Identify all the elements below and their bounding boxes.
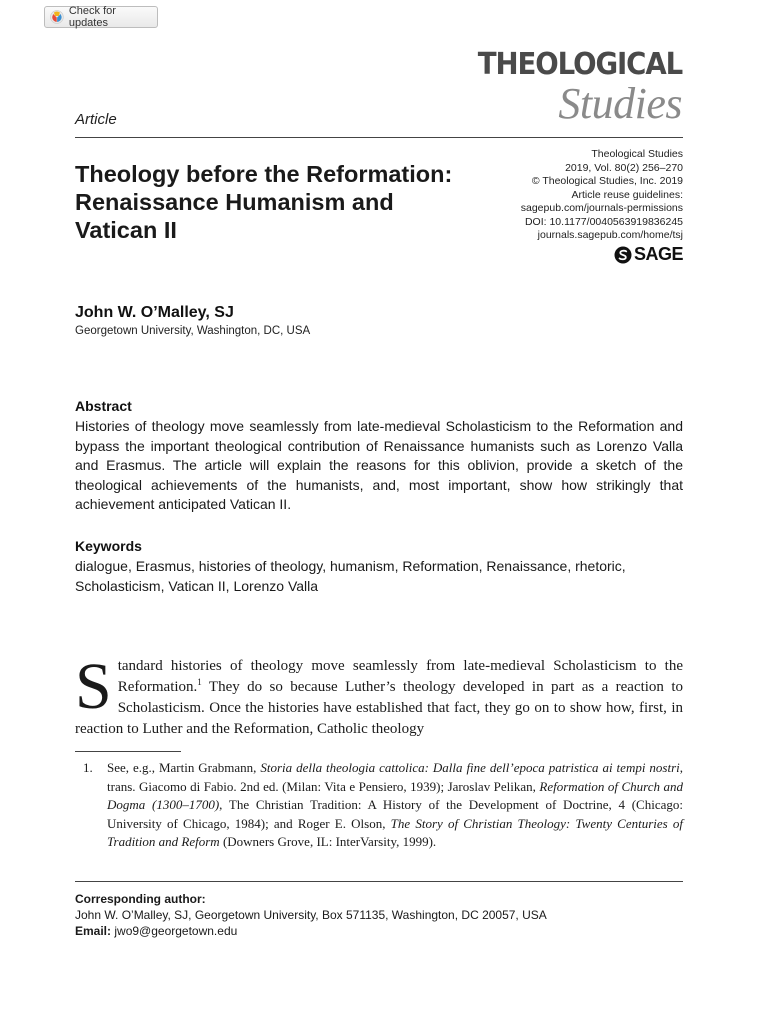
meta-doi[interactable]: DOI: 10.1177/0040563919836245 (524, 215, 683, 228)
journal-logo-line2: Studies (558, 79, 682, 128)
header-rule (75, 137, 683, 138)
body-text-1: tandard histories of theology move seamlessly from late-medieval Scholasticism to the Reformation. (117, 658, 683, 695)
body-paragraph (75, 650, 683, 740)
drop-cap: S (75, 650, 112, 723)
footnote-segment: See, e.g., Martin Grabmann, (107, 760, 261, 775)
author-name: John W. O’Malley, SJ (75, 304, 234, 321)
footnote-rule (75, 751, 181, 752)
correspondence-address: John W. O’Malley, SJ, Georgetown University, Box 571135, Washington, DC 20057, USA (75, 908, 547, 922)
author-affiliation: Georgetown University, Washington, DC, USA (75, 325, 311, 337)
footnote-title: The Story of Christian Theology: Twenty Centuries of Tradition and Reform (107, 815, 684, 850)
meta-journal: Theological Studies (591, 148, 683, 160)
meta-copyright: © Theological Studies, Inc. 2019 (531, 175, 683, 187)
footnote-segment: , trans. Giacomo di Fabio. 2nd ed. (Milan: Vita e Pensiero, 1939); Jaroslav Pelikan, (107, 760, 683, 794)
keywords-heading: Keywords (75, 538, 142, 554)
crossmark-icon (50, 10, 64, 24)
meta-volume: 2019, Vol. 80(2) 256–270 (565, 161, 683, 174)
footnote-number: 1. (83, 760, 93, 775)
footnote-ref[interactable]: 1 (197, 677, 202, 687)
correspondence-rule (75, 881, 683, 882)
abstract-heading: Abstract (75, 398, 132, 414)
check-for-updates-label: Check for updates (68, 5, 116, 29)
sage-name: SAGE (633, 244, 683, 264)
footnote-title: Storia della theologia cattolica: Dalla fine dell’epoca patristica ai tempi nostri (260, 760, 680, 775)
article-type-label: Article (75, 111, 117, 128)
footnote-text (107, 759, 683, 852)
publication-metadata (423, 148, 683, 243)
meta-reuse: Article reuse guidelines: (571, 188, 683, 201)
correspondence-block (75, 891, 683, 939)
footnote-title: Reformation of Church and Dogma (1300–1700) (107, 778, 684, 813)
correspondence-heading: Corresponding author: (75, 892, 206, 906)
check-for-updates-button[interactable] (44, 6, 158, 28)
email-label: Email: (75, 924, 112, 938)
journal-logo-line1: THEOLOGICAL (477, 47, 682, 82)
keywords-text: dialogue, Erasmus, histories of theology, humanism, Reformation, Renaissance, rhetoric, Scholasticism, Vatican II, Lorenzo Valla (75, 558, 626, 594)
article-title: Theology before the Reformation: Renaissance Humanism and Vatican II (75, 161, 453, 243)
abstract-text: Histories of theology move seamlessly from late-medieval Scholasticism to the Reformation and bypass the important theological contribution of Renaissance humanists such as Lorenzo Valla and Erasmus. The article will explain the reasons for this oblivion, provide a sketch of the theological achievements of the humanists, and, most important, show how strikingly that achievement anticipated Vatican II. (75, 418, 683, 512)
meta-reuse-link[interactable]: sagepub.com/journals-permissions (520, 202, 683, 214)
sage-logo (614, 244, 683, 265)
footnote-segment: , The Christian Tradition: A History of the Development of Doctrine, 4 (Chicago: University of Chicago, 1984); and Roger E. Olson, (107, 797, 683, 831)
footnote-segment: (Downers Grove, IL: InterVarsity, 1999). (219, 834, 437, 850)
footnote-1 (75, 759, 683, 852)
meta-homepage-link[interactable]: journals.sagepub.com/home/tsj (537, 229, 683, 241)
body-text-2: They do so because Luther’s theology developed in part as a reaction to Scholasticism. Once the histories have established that fact, they go on to show how, first, in reaction to Luther and the Reformation, Catholic theology (75, 679, 683, 737)
email-link[interactable]: jwo9@georgetown.edu (114, 924, 238, 938)
sage-s-logo-icon (614, 246, 632, 264)
